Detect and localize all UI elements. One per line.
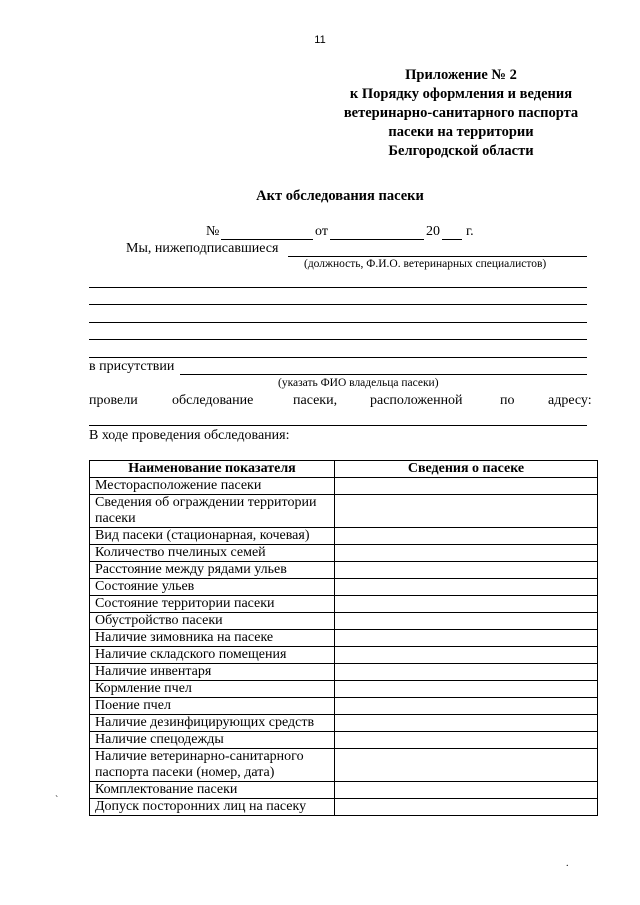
table-row [90, 630, 598, 647]
owner-hint: (указать ФИО владельца пасеки) [278, 377, 439, 389]
indicator-name: Расстояние между рядами ульев [90, 562, 335, 579]
address-word: по [500, 393, 515, 408]
scan-speck: . [566, 858, 569, 869]
table-row [90, 681, 598, 698]
table-row [90, 749, 598, 782]
year-field[interactable] [442, 239, 462, 240]
address-word: провели [89, 393, 138, 408]
table-row [90, 715, 598, 732]
table-row [90, 698, 598, 715]
header-apiary-info: Сведения о пасеке [335, 461, 598, 478]
position-hint: (должность, Ф.И.О. ветеринарных специалистов) [304, 258, 547, 270]
owner-field[interactable] [180, 374, 587, 375]
address-word: пасеки, [293, 393, 338, 408]
indicator-name: Сведения об ограждении территории пасеки [90, 495, 335, 528]
table-row [90, 799, 598, 816]
blank-line[interactable] [89, 357, 587, 358]
apiary-info-cell[interactable] [335, 495, 598, 528]
during-label: В ходе проведения обследования: [89, 428, 290, 443]
indicator-name: Кормление пчел [90, 681, 335, 698]
blank-line[interactable] [89, 339, 587, 340]
apiary-info-cell[interactable] [335, 799, 598, 816]
appendix-line: пасеки на территории [388, 124, 534, 140]
appendix-line: Белгородской области [388, 143, 534, 159]
table-header-row [90, 461, 598, 478]
apiary-info-cell[interactable] [335, 562, 598, 579]
apiary-info-table [89, 460, 598, 816]
apiary-info-cell[interactable] [335, 596, 598, 613]
address-field[interactable] [89, 425, 587, 426]
table-row [90, 579, 598, 596]
blank-line[interactable] [89, 304, 587, 305]
apiary-info-cell[interactable] [335, 528, 598, 545]
indicator-name: Наличие инвентаря [90, 664, 335, 681]
page-number: 11 [314, 34, 326, 46]
apiary-info-cell[interactable] [335, 664, 598, 681]
table-row [90, 545, 598, 562]
year-prefix: 20 [426, 224, 440, 239]
table-row [90, 782, 598, 799]
address-word: расположенной [370, 393, 463, 408]
indicator-name: Допуск посторонних лиц на пасеку [90, 799, 335, 816]
indicator-name: Наличие ветеринарно-санитарного паспорта пасеки (номер, дата) [90, 749, 335, 782]
table-row [90, 732, 598, 749]
indicator-name: Месторасположение пасеки [90, 478, 335, 495]
header-indicator-name: Наименование показателя [90, 461, 335, 478]
blank-line[interactable] [89, 322, 587, 323]
appendix-line: Приложение № 2 [405, 67, 517, 83]
address-word: обследование [172, 393, 254, 408]
scan-speck: ` [55, 795, 59, 806]
indicator-name: Количество пчелиных семей [90, 545, 335, 562]
apiary-info-cell[interactable] [335, 715, 598, 732]
table-row [90, 647, 598, 664]
indicator-name: Обустройство пасеки [90, 613, 335, 630]
document-title: Акт обследования пасеки [256, 188, 424, 204]
apiary-info-cell[interactable] [335, 545, 598, 562]
apiary-info-cell[interactable] [335, 782, 598, 799]
table-row [90, 478, 598, 495]
address-word: адресу: [548, 393, 592, 408]
apiary-info-cell[interactable] [335, 647, 598, 664]
apiary-info-cell[interactable] [335, 478, 598, 495]
number-field[interactable] [221, 239, 313, 240]
indicator-name: Состояние ульев [90, 579, 335, 596]
date-field[interactable] [330, 239, 424, 240]
apiary-info-cell[interactable] [335, 732, 598, 749]
appendix-line: к Порядку оформления и ведения [349, 86, 573, 102]
indicator-name: Поение пчел [90, 698, 335, 715]
appendix-header [330, 66, 592, 161]
appendix-line: ветеринарно-санитарного паспорта [343, 105, 579, 121]
table-row [90, 528, 598, 545]
indicator-name: Комплектование пасеки [90, 782, 335, 799]
presence-label: в присутствии [89, 359, 175, 374]
apiary-info-cell[interactable] [335, 698, 598, 715]
apiary-info-cell[interactable] [335, 579, 598, 596]
blank-line[interactable] [89, 287, 587, 288]
indicator-name: Наличие дезинфицирующих средств [90, 715, 335, 732]
table-row [90, 495, 598, 528]
table-row [90, 562, 598, 579]
apiary-info-cell[interactable] [335, 613, 598, 630]
undersigned-label: Мы, нижеподписавшиеся [126, 241, 279, 256]
table-row [90, 664, 598, 681]
specialists-field[interactable] [288, 256, 587, 257]
apiary-info-cell[interactable] [335, 630, 598, 647]
number-label: № [206, 224, 220, 239]
indicator-name: Вид пасеки (стационарная, кочевая) [90, 528, 335, 545]
apiary-info-cell[interactable] [335, 749, 598, 782]
apiary-info-cell[interactable] [335, 681, 598, 698]
from-label: от [315, 224, 328, 239]
indicator-name: Наличие спецодежды [90, 732, 335, 749]
table-row [90, 613, 598, 630]
table-row [90, 596, 598, 613]
year-suffix: г. [466, 224, 474, 239]
indicator-name: Состояние территории пасеки [90, 596, 335, 613]
indicator-name: Наличие складского помещения [90, 647, 335, 664]
indicator-name: Наличие зимовника на пасеке [90, 630, 335, 647]
